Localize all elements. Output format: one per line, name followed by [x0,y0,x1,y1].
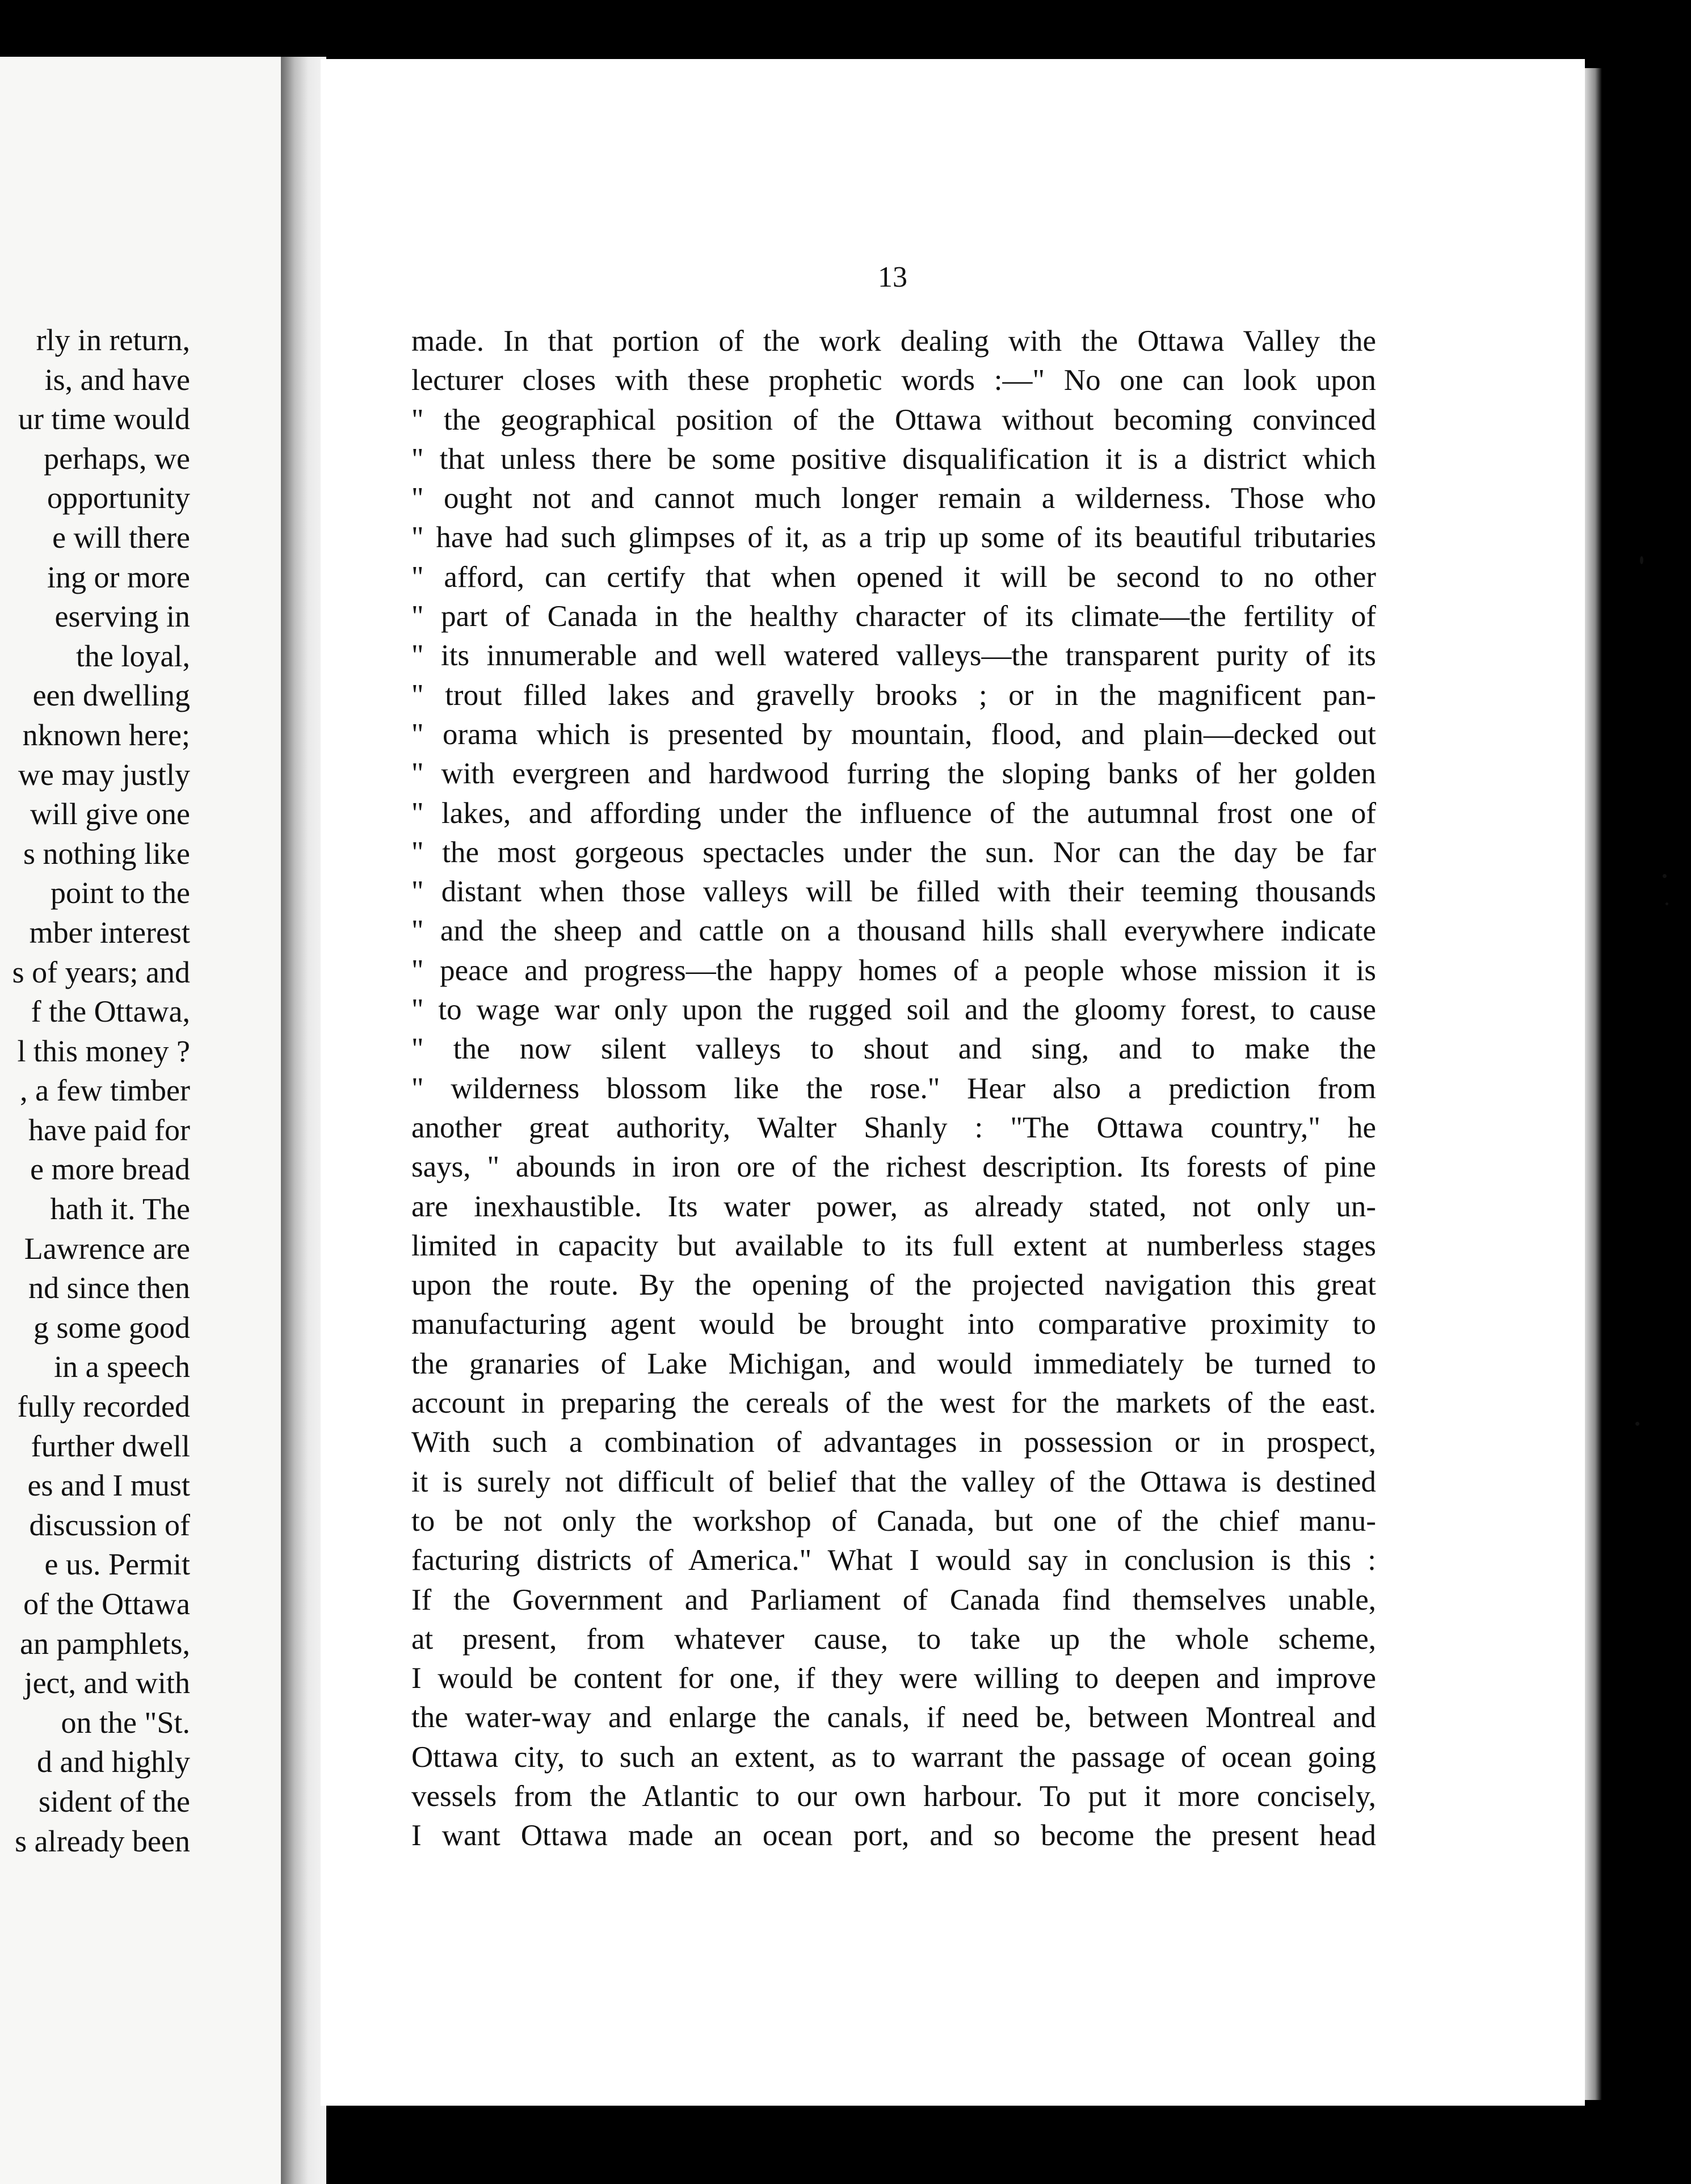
left-page-line: will give one [30,797,190,831]
scan-speck [1663,874,1667,878]
text-line: " peace and progress—the happy homes of a people whose mission it is [411,954,1376,987]
left-facing-page [0,57,287,2184]
text-line: at present, from whatever cause, to take up the whole scheme, [411,1622,1376,1656]
left-page-line: s already been [15,1824,190,1858]
text-line: With such a combination of advantages in possession or in prospect, [411,1426,1376,1459]
left-page-line: rly in return, [36,323,190,357]
left-page-line: in a speech [54,1350,190,1384]
text-line: are inexhaustible. Its water power, as already stated, not only un- [411,1190,1376,1223]
text-line: vessels from the Atlantic to our own harbour. To put it more concisely, [411,1779,1376,1813]
left-page-line: mber interest [29,915,190,950]
text-line: " part of Canada in the healthy character of its climate—the fertility of [411,600,1376,633]
text-line: made. In that portion of the work dealing with the Ottawa Valley the [411,325,1376,358]
text-line: I want Ottawa made an ocean port, and so become the present head [411,1819,1376,1853]
text-line: " trout filled lakes and gravelly brooks ; or in the magnificent pan- [411,678,1376,712]
text-line: I would be content for one, if they were willing to deepen and improve [411,1662,1376,1695]
text-line: facturing districts of America." What I would say in conclusion is this : [411,1544,1376,1577]
text-line: " to wage war only upon the rugged soil and the gloomy forest, to cause [411,993,1376,1027]
scan-speck [1640,556,1643,564]
left-page-line: of the Ottawa [23,1587,190,1621]
scan-speck [1635,1422,1639,1426]
left-page-line: have paid for [28,1112,190,1147]
text-line: " afford, can certify that when opened it will be second to no other [411,560,1376,594]
text-line: " and the sheep and cattle on a thousand hills shall everywhere indicate [411,914,1376,948]
left-page-line: hath it. The [50,1192,190,1227]
page-number: 13 [878,261,907,293]
left-page-line: e us. Permit [44,1547,190,1582]
left-page-line: e more bread [30,1152,190,1187]
left-page-line: nd since then [28,1271,190,1305]
text-line: the granaries of Lake Michigan, and would immediately be turned to [411,1347,1376,1380]
text-line: " ought not and cannot much longer remain a wilderness. Those who [411,482,1376,515]
page-edge-shadow [1585,68,1602,2100]
text-line: " distant when those valleys will be filled with their teeming thousands [411,875,1376,909]
left-page-line: is, and have [44,362,190,397]
left-page-line: f the Ottawa, [31,994,190,1029]
left-page-line: perhaps, we [44,441,190,476]
left-page-line: fully recorded [17,1389,190,1424]
text-line: it is surely not difficult of belief that the valley of the Ottawa is destined [411,1465,1376,1498]
text-line: " orama which is presented by mountain, flood, and plain—decked out [411,717,1376,751]
left-page-line: nknown here; [22,717,190,752]
left-page-line: s nothing like [23,836,190,871]
text-line: " the now silent valleys to shout and sing, and to make the [411,1032,1376,1066]
left-page-line: further dwell [31,1429,190,1463]
text-line: to be not only the workshop of Canada, but one of the chief manu- [411,1504,1376,1538]
left-page-line: Lawrence are [24,1231,190,1266]
text-line: " with evergreen and hardwood furring the sloping banks of her golden [411,757,1376,791]
text-line: " its innumerable and well watered valleys—the transparent purity of its [411,639,1376,673]
text-line: the water-way and enlarge the canals, if need be, between Montreal and [411,1701,1376,1734]
left-page-line: point to the [51,876,190,910]
text-line: " lakes, and affording under the influence of the autumnal frost one of [411,796,1376,830]
left-page-line: sident of the [39,1784,190,1818]
left-page-line: the loyal, [76,639,190,673]
text-line: another great authority, Walter Shanly : "The Ottawa country," he [411,1111,1376,1144]
left-page-line: ject, and with [24,1666,190,1700]
left-page-line: on the "St. [61,1705,190,1740]
left-page-line: we may justly [18,757,190,792]
left-page-line: e will there [52,520,190,555]
text-line: " that unless there be some positive disqualification it is a district which [411,442,1376,476]
left-page-line: een dwelling [32,678,190,713]
left-page-line: d and highly [37,1745,190,1779]
left-page-line: discussion of [29,1507,190,1542]
left-page-line: s of years; and [12,955,190,989]
text-line: lecturer closes with these prophetic words :—" No one can look upon [411,364,1376,397]
text-line: " the geographical position of the Ottawa without becoming convinced [411,403,1376,436]
text-line: " have had such glimpses of it, as a trip up some of its beautiful tributaries [411,521,1376,555]
book-gutter [281,57,326,2184]
text-line: Ottawa city, to such an extent, as to warrant the passage of ocean going [411,1740,1376,1774]
left-page-line: opportunity [47,481,190,515]
left-page-line: es and I must [27,1468,190,1503]
text-line: says, " abounds in iron ore of the richest description. Its forests of pine [411,1150,1376,1184]
text-line: " the most gorgeous spectacles under the sun. Nor can the day be far [411,835,1376,869]
left-page-line: ur time would [18,402,190,436]
right-page [321,59,1585,2106]
text-line: upon the route. By the opening of the projected navigation this great [411,1269,1376,1302]
left-page-line: ing or more [47,560,190,594]
text-line: manufacturing agent would be brought into comparative proximity to [411,1308,1376,1341]
left-page-line: , a few timber [20,1073,190,1108]
left-page-line: eserving in [54,599,190,634]
scan-speck [1665,902,1668,905]
body-text [411,322,1376,1856]
text-line: " wilderness blossom like the rose." Hear also a prediction from [411,1072,1376,1105]
left-page-line: g some good [33,1310,190,1345]
left-page-line: an pamphlets, [20,1626,190,1661]
left-page-text [0,321,190,1861]
text-line: account in preparing the cereals of the west for the markets of the east. [411,1387,1376,1420]
text-line: limited in capacity but available to its full extent at numberless stages [411,1229,1376,1262]
text-line: If the Government and Parliament of Canada find themselves unable, [411,1583,1376,1616]
left-page-line: l this money ? [17,1034,190,1068]
